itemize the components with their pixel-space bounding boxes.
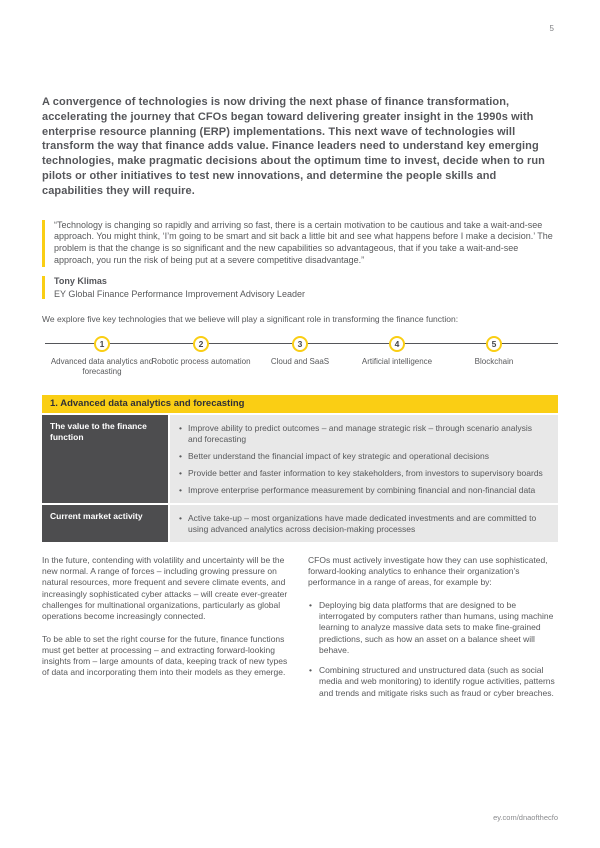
table-row-market <box>42 505 558 542</box>
step-3-badge: 3 <box>292 336 308 352</box>
page-number: 5 <box>549 24 554 33</box>
table-row-label: The value to the finance function <box>42 415 168 503</box>
quote-text: “Technology is changing so rapidly and arriving so fast, there is a certain motivation to be cautious and take a wait-and-see approach. You might think, ‘I’m going to be smart and sit back a little bit and see what happens before I make a decision.’ The problem is that the change is so significant and the new capabilities so advantageous, that if you take a wait-and-see approach, you run the risk of being put at a severe competitive disadvantage.” <box>42 220 558 267</box>
body-columns <box>42 555 558 699</box>
body-paragraph: CFOs must actively investigate how they can use sophisticated, forward-looking analytics to enhance their organization’s performance in a range of areas, for example by: <box>308 554 548 588</box>
timeline-step-5 <box>439 336 549 367</box>
quote-author: Tony Klimas <box>54 275 107 286</box>
timeline-step-3 <box>245 336 355 367</box>
quote-author-role: EY Global Finance Performance Improvement Advisory Leader <box>54 288 305 299</box>
timeline-step-4 <box>342 336 452 367</box>
body-column-right <box>308 555 558 699</box>
body-paragraph: To be able to set the right course for the future, finance functions must get better at processing – and extracting forward-looking insights from – large amounts of data, keeping track of new types of data and incorporating them into their models as they emerge. <box>42 633 288 678</box>
timeline-step-1 <box>47 336 157 377</box>
table-row-content <box>170 415 558 503</box>
section-header: 1. Advanced data analytics and forecasting <box>42 395 558 413</box>
body-paragraph: In the future, contending with volatility and uncertainty will be the new normal. A range of forces – including growing pressure on natural resources, more frequent and severe climate events, and increasingly sophisticated cyber attacks – will create ever-greater challenges for multinational organizations, particularly as global operations become increasingly connected. <box>42 554 288 622</box>
step-5-badge: 5 <box>486 336 502 352</box>
table-row-label: Current market activity <box>42 505 168 542</box>
quote-attribution <box>42 276 558 299</box>
table-row-content <box>170 505 558 542</box>
step-1-label: Advanced data analytics and forecasting <box>50 356 154 376</box>
bullet-item: • Combining structured and unstructured data (such as social media and web monitoring) to identify rogue activities, patterns and trends and mitigate risks such as fraud or cyber breaches. <box>308 665 558 699</box>
timeline-lead-text: We explore five key technologies that we believe will play a significant role in transforming the finance function: <box>42 313 459 324</box>
step-1-badge: 1 <box>94 336 110 352</box>
step-4-badge: 4 <box>389 336 405 352</box>
page-content <box>42 0 558 699</box>
bullet-item: • Better understand the financial impact of key strategic and operational decisions <box>178 451 544 462</box>
value-bullet-list <box>178 423 544 496</box>
pull-quote <box>42 220 558 299</box>
footer-url: ey.com/dnaofthecfo <box>493 813 558 822</box>
technology-timeline <box>42 336 558 386</box>
intro-paragraph: A convergence of technologies is now driving the next phase of finance transformation, accelerating the journey that CFOs began toward delivering greater insight in the 1990s with enterprise resource planning (ERP) implementations. This next wave of technologies will transform the way that finance adds value. Finance leaders need to understand key emerging technologies, make pragmatic decisions about the optimum time to invest, decide when to run pilots or other initiatives to test new innovations, and determine the people skills and capabilities they will require. <box>42 96 545 197</box>
bullet-item: • Deploying big data platforms that are designed to be interrogated by computers rather than humans, using machine learning to analyze massive data sets to make fine-grained predictions, such as how an asset on a balance sheet will behave. <box>308 600 558 656</box>
bullet-item: • Active take-up – most organizations have made dedicated investments and are committed to using advanced analytics across decision-making processes <box>178 513 544 535</box>
step-4-label: Artificial intelligence <box>361 356 433 366</box>
table-row-value <box>42 415 558 503</box>
step-3-label: Cloud and SaaS <box>270 356 330 366</box>
bullet-item: • Provide better and faster information to key stakeholders, from investors to supervisory boards <box>178 468 544 479</box>
bullet-item: • Improve ability to predict outcomes – and manage strategic risk – through scenario analysis and forecasting <box>178 423 544 445</box>
step-2-label: Robotic process automation <box>151 356 251 366</box>
timeline-step-2 <box>146 336 256 367</box>
body-column-left <box>42 555 292 699</box>
step-5-label: Blockchain <box>474 356 514 366</box>
body-bullet-list <box>308 600 558 699</box>
step-2-badge: 2 <box>193 336 209 352</box>
bullet-item: • Improve enterprise performance measurement by combining financial and non-financial data <box>178 485 544 496</box>
market-bullet-list <box>178 513 544 535</box>
